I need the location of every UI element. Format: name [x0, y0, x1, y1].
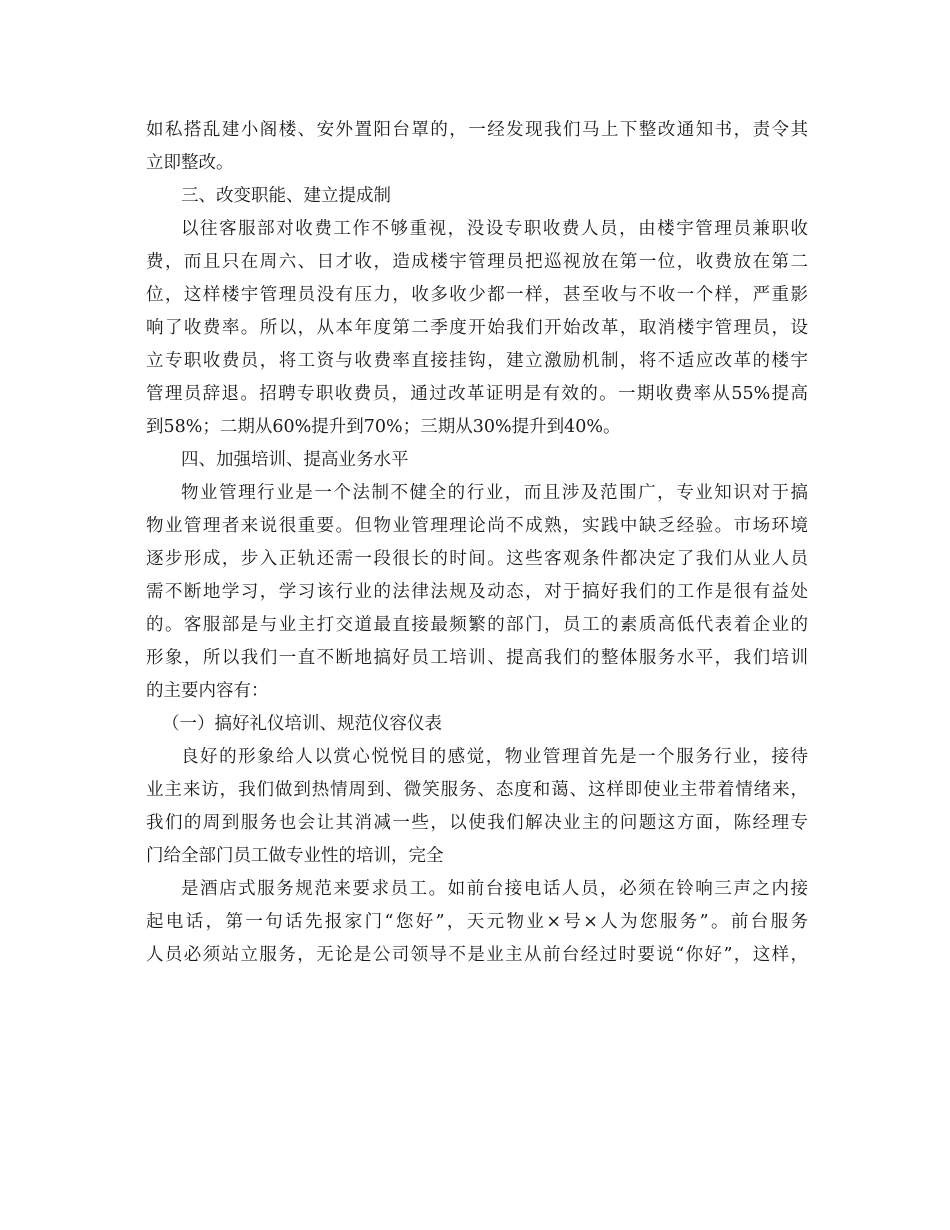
text-line: 起电话，第一句话先报家门“您好”，天元物业×号×人为您服务”。前台服务 — [146, 912, 808, 932]
text-line: 如私搭乱建小阁楼、安外置阳台罩的，一经发现我们马上下整改通知书，责令其 — [146, 120, 808, 140]
text-line: 人员必须站立服务，无论是公司领导不是业主从前台经过时要说“你好”，这样， — [146, 945, 808, 965]
text-line: 门给全部门员工做专业性的培训，完全 — [146, 846, 444, 866]
section-heading: 四、加强培训、提高业务水平 — [181, 450, 409, 470]
subsection-heading: （一）搞好礼仪培训、规范仪容仪表 — [162, 714, 442, 734]
text-line: 立即整改。 — [146, 153, 234, 173]
text-line: 需不断地学习，学习该行业的法律法规及动态，对于搞好我们的工作是很有益处 — [146, 582, 808, 602]
text-line: 物业管理者来说很重要。但物业管理理论尚不成熟，实践中缺乏经验。市场环境 — [146, 516, 808, 536]
paragraph-first-line: 以往客服部对收费工作不够重视，没设专职收费人员，由楼宇管理员兼职收 — [181, 219, 808, 239]
text-line: 的。客服部是与业主打交道最直接最频繁的部门，员工的素质高低代表着企业的 — [146, 615, 808, 635]
text-line: 我们的周到服务也会让其消减一些，以使我们解决业主的问题这方面，陈经理专 — [146, 813, 808, 833]
text-line: 业主来访，我们做到热情周到、微笑服务、态度和蔼、这样即使业主带着情绪来， — [146, 780, 808, 800]
text-line: 管理员辞退。招聘专职收费员，通过改革证明是有效的。一期收费率从55%提高 — [146, 384, 808, 404]
text-line: 费，而且只在周六、日才收，造成楼宇管理员把巡视放在第一位，收费放在第二 — [146, 252, 808, 272]
text-line: 位，这样楼宇管理员没有压力，收多收少都一样，甚至收与不收一个样，严重影 — [146, 285, 808, 305]
paragraph-first-line: 良好的形象给人以赏心悦悦目的感觉，物业管理首先是一个服务行业，接待 — [181, 747, 808, 767]
paragraph-first-line: 物业管理行业是一个法制不健全的行业，而且涉及范围广，专业知识对于搞 — [181, 483, 808, 503]
section-heading: 三、改变职能、建立提成制 — [181, 186, 391, 206]
text-line: 立专职收费员，将工资与收费率直接挂钩，建立激励机制，将不适应改革的楼宇 — [146, 351, 808, 371]
text-line: 到58%；二期从60%提升到70%；三期从30%提升到40%。 — [146, 417, 621, 437]
text-line: 响了收费率。所以，从本年度第二季度开始我们开始改革，取消楼宇管理员，设 — [146, 318, 808, 338]
paragraph-first-line: 是酒店式服务规范来要求员工。如前台接电话人员，必须在铃响三声之内接 — [181, 879, 808, 899]
text-line: 逐步形成，步入正轨还需一段很长的时间。这些客观条件都决定了我们从业人员 — [146, 549, 808, 569]
text-line: 形象，所以我们一直不断地搞好员工培训、提高我们的整体服务水平，我们培训 — [146, 648, 808, 668]
document-page — [146, 114, 808, 972]
text-line: 的主要内容有： — [146, 681, 269, 701]
